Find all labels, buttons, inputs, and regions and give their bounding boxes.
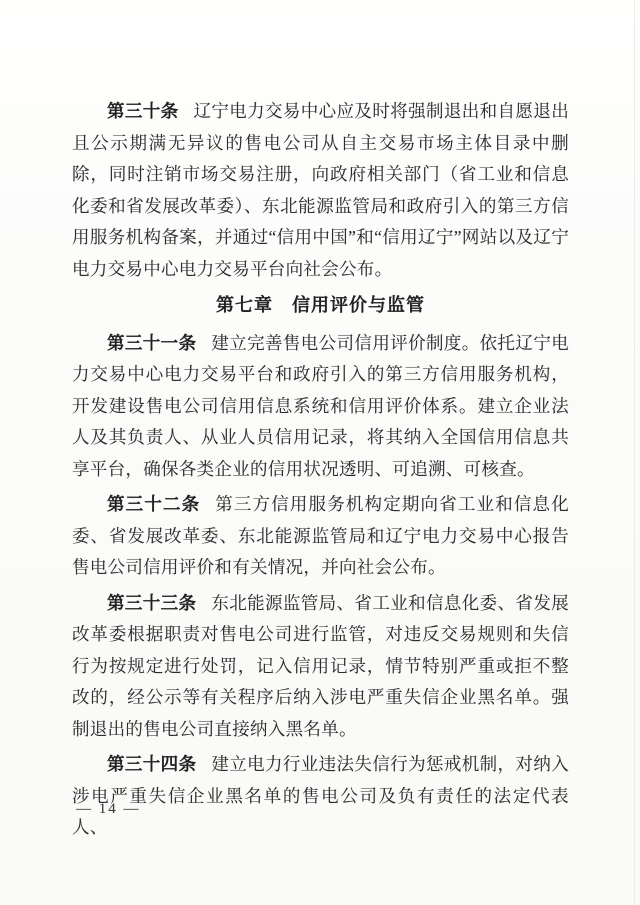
article-32-paragraph (72, 489, 569, 584)
article-30-paragraph (72, 96, 569, 285)
article-32-number: 第三十二条 (107, 494, 201, 514)
page-number: — 14 — (76, 801, 141, 817)
scan-edge-line (634, 0, 635, 905)
article-34-paragraph (72, 749, 569, 844)
article-34-text: 建立电力行业违法失信行为惩戒机制，对纳入涉电严重失信企业黑名单的售电公司及负有责任的法定代表人、 (72, 754, 570, 837)
article-31-number: 第三十一条 (107, 332, 197, 353)
article-31-text: 建立完善售电公司信用评价制度。依托辽宁电力交易中心电力交易平台和政府引入的第三方信用服务机构，开发建设售电公司信用信息系统和信用评价体系。建立企业法人及其负责人、从业人员信用记录，将其纳入全国信用信息共享平台，确保各类企业的信用状况透明、可追溯、可核查。 (72, 332, 570, 479)
article-31-paragraph (72, 328, 569, 486)
article-34-number: 第三十四条 (107, 754, 197, 774)
article-33-number: 第三十三条 (107, 592, 197, 613)
article-30-number: 第三十条 (107, 101, 179, 121)
text-block (72, 96, 569, 848)
article-33-text: 东北能源监管局、省工业和信息化委、省发展改革委根据职责对售电公司进行监管，对违反交易规则和失信行为按规定进行处罚，记入信用记录，情节特别严重或拒不整改的，经公示等有关程序后纳入涉电严重失信企业黑名单。强制退出的售电公司直接纳入黑名单。 (72, 592, 570, 739)
article-33-paragraph (72, 588, 569, 746)
chapter-7-heading: 第七章 信用评价与监管 (216, 295, 425, 315)
article-30-text: 辽宁电力交易中心应及时将强制退出和自愿退出且公示期满无异议的售电公司从自主交易市场主体目录中删除，同时注销市场交易注册，向政府相关部门（省工业和信息化委和省发展改革委）、东北能源监管局和政府引入的第三方信用服务机构备案，并通过“信用中国”和“信用辽宁”网站以及辽宁电力交易中心电力交易平台向社会公布。 (72, 101, 569, 279)
article-32-text: 第三方信用服务机构定期向省工业和信息化委、省发展改革委、东北能源监管局和辽宁电力交易中心报告售电公司信用评价和有关情况，并向社会公布。 (72, 494, 570, 577)
